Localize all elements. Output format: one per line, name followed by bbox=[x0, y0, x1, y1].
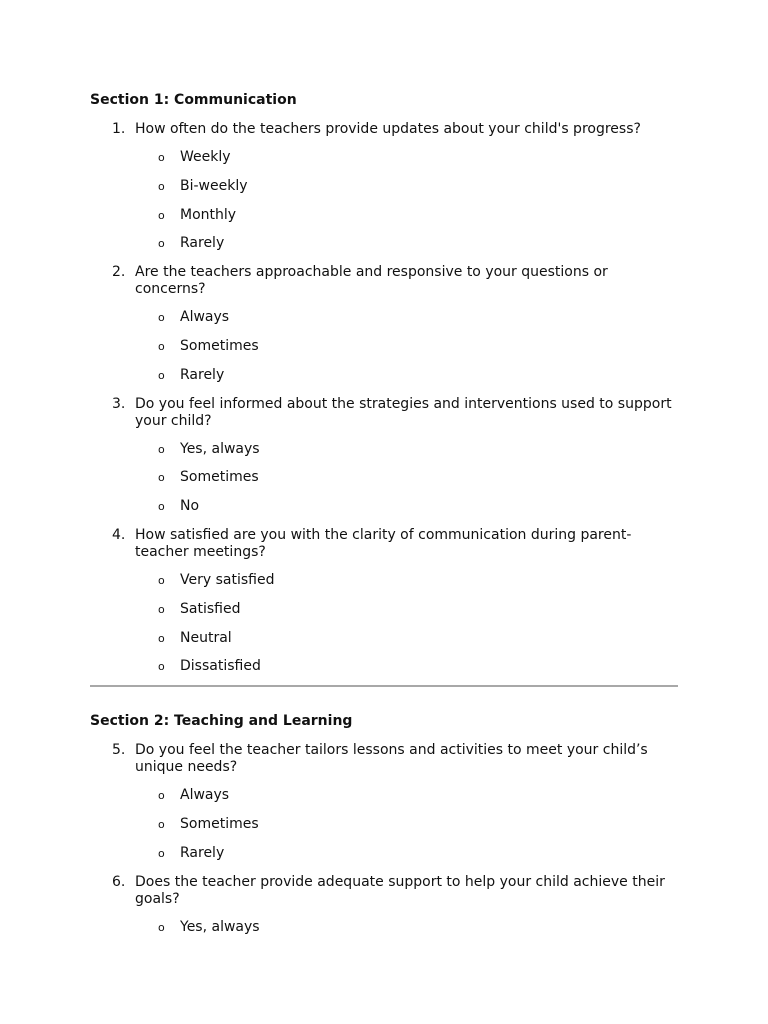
question-number: 5. bbox=[112, 742, 126, 759]
question-text: Does the teacher provide adequate support to help your child achieve their goals? bbox=[135, 873, 665, 907]
option-item[interactable] bbox=[90, 367, 678, 384]
question-6 bbox=[90, 874, 678, 908]
option-item[interactable] bbox=[90, 498, 678, 515]
option-label: Sometimes bbox=[180, 815, 259, 832]
option-label: Yes, always bbox=[180, 440, 260, 457]
option-item[interactable] bbox=[90, 441, 678, 458]
question-3-options bbox=[90, 441, 678, 516]
option-label: No bbox=[180, 498, 200, 515]
question-number: 3. bbox=[112, 395, 126, 412]
question-text: How often do the teachers provide updates about your child's progress? bbox=[135, 121, 641, 137]
option-label: Satisfied bbox=[180, 600, 241, 617]
option-label: Very satisfied bbox=[180, 571, 275, 588]
question-text: Do you feel the teacher tailors lessons and activities to meet your child’s unique needs? bbox=[135, 742, 648, 776]
option-label: Yes, always bbox=[180, 918, 260, 935]
bullet-icon: o bbox=[158, 817, 165, 831]
question-1-options bbox=[90, 149, 678, 252]
question-4-options bbox=[90, 572, 678, 675]
option-item[interactable] bbox=[90, 469, 678, 486]
section-title: Section 2: Teaching and Learning bbox=[90, 713, 353, 730]
question-1 bbox=[90, 121, 678, 138]
bullet-icon: o bbox=[158, 846, 165, 860]
bullet-icon: o bbox=[158, 573, 165, 587]
bullet-icon: o bbox=[158, 602, 165, 616]
question-number: 1. bbox=[112, 121, 126, 137]
option-item[interactable] bbox=[90, 149, 678, 166]
option-item[interactable] bbox=[90, 601, 678, 618]
option-label: Sometimes bbox=[180, 337, 259, 354]
option-label: Always bbox=[180, 309, 230, 326]
question-5 bbox=[90, 742, 678, 776]
question-text: Are the teachers approachable and responsive to your questions or concerns? bbox=[135, 264, 608, 298]
option-item[interactable] bbox=[90, 178, 678, 195]
bullet-icon: o bbox=[158, 442, 165, 456]
bullet-icon: o bbox=[158, 660, 165, 674]
option-item[interactable] bbox=[90, 309, 678, 326]
question-2 bbox=[90, 264, 678, 298]
section-divider bbox=[90, 685, 678, 687]
bullet-icon: o bbox=[158, 789, 165, 803]
section-title: Section 1: Communication bbox=[90, 92, 297, 108]
bullet-icon: o bbox=[158, 179, 165, 193]
bullet-icon: o bbox=[158, 368, 165, 382]
bullet-icon: o bbox=[158, 339, 165, 353]
option-label: Weekly bbox=[180, 149, 231, 165]
option-label: Always bbox=[180, 787, 230, 804]
question-4 bbox=[90, 527, 678, 561]
option-item[interactable] bbox=[90, 919, 678, 936]
option-item[interactable] bbox=[90, 816, 678, 833]
option-label: Rarely bbox=[180, 366, 225, 383]
bullet-icon: o bbox=[158, 920, 165, 934]
question-2-options bbox=[90, 309, 678, 384]
option-label: Neutral bbox=[180, 629, 232, 646]
question-5-options bbox=[90, 787, 678, 862]
question-number: 4. bbox=[112, 526, 126, 543]
option-item[interactable] bbox=[90, 845, 678, 862]
option-item[interactable] bbox=[90, 572, 678, 589]
option-item[interactable] bbox=[90, 235, 678, 252]
question-3 bbox=[90, 396, 678, 430]
bullet-icon: o bbox=[158, 237, 165, 251]
question-number: 6. bbox=[112, 873, 126, 890]
option-item[interactable] bbox=[90, 658, 678, 675]
question-6-options bbox=[90, 919, 678, 936]
option-item[interactable] bbox=[90, 630, 678, 647]
option-item[interactable] bbox=[90, 787, 678, 804]
option-label: Rarely bbox=[180, 844, 225, 861]
section-communication bbox=[90, 92, 678, 675]
bullet-icon: o bbox=[158, 471, 165, 485]
bullet-icon: o bbox=[158, 311, 165, 325]
option-item[interactable] bbox=[90, 207, 678, 224]
option-label: Dissatisfied bbox=[180, 658, 261, 675]
option-label: Bi-weekly bbox=[180, 177, 248, 194]
bullet-icon: o bbox=[158, 500, 165, 514]
option-item[interactable] bbox=[90, 338, 678, 355]
bullet-icon: o bbox=[158, 631, 165, 645]
option-label: Rarely bbox=[180, 235, 225, 252]
question-text: How satisfied are you with the clarity of communication during parent-teacher meetings? bbox=[135, 526, 632, 560]
question-number: 2. bbox=[112, 264, 126, 281]
bullet-icon: o bbox=[158, 151, 165, 164]
option-label: Monthly bbox=[180, 206, 237, 223]
section-teaching-and-learning bbox=[90, 713, 678, 935]
survey-document bbox=[90, 92, 678, 947]
option-label: Sometimes bbox=[180, 469, 259, 486]
bullet-icon: o bbox=[158, 208, 165, 222]
question-text: Do you feel informed about the strategies and interventions used to support your child? bbox=[135, 395, 672, 429]
